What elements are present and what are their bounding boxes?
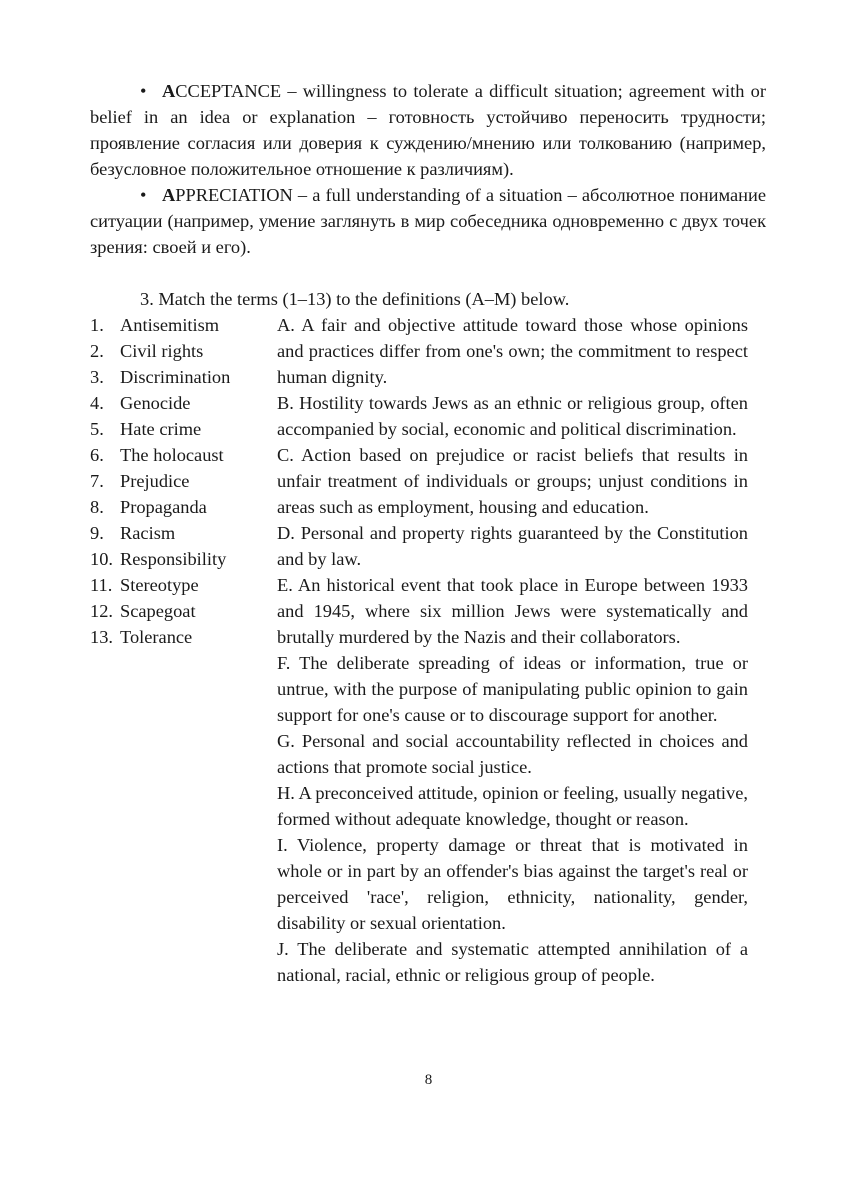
bullet-symbol: •: [140, 185, 147, 205]
term-label: Civil rights: [120, 341, 204, 361]
bullet-symbol: •: [140, 81, 147, 101]
term-label: Hate crime: [120, 419, 202, 439]
bullet-text: CCEPTANCE – willingness to tolerate a difficult situation; agreement with or belief in an idea or explanation – готовность устойчиво переносить трудности; проявление согласия или доверия к суждению/мнению или толкованию (например, безусловное положительное отношение к различиям).: [90, 81, 766, 179]
definition-a: A. A fair and objective attitude toward those whose opinions and practices differ from one's own; the commitment to respect human dignity.: [277, 315, 748, 387]
term-number: 9.: [90, 523, 104, 543]
bullet-appreciation: [90, 182, 766, 260]
term-item: [90, 598, 270, 624]
definition-f: F. The deliberate spreading of ideas or information, true or untrue, with the purpose of manipulating public opinion to gain support for one's cause or to discourage support for another.: [277, 653, 748, 725]
term-label: Tolerance: [120, 627, 193, 647]
definition-b: B. Hostility towards Jews as an ethnic or religious group, often accompanied by social, economic and political discrimination.: [277, 393, 748, 439]
bullet-text: PPRECIATION – a full understanding of a situation – абсолютное понимание ситуации (например, умение заглянуть в мир собеседника одновременно с двух точек зрения: своей и его).: [90, 185, 766, 257]
term-label: The holocaust: [120, 445, 224, 465]
term-number: 12.: [90, 601, 113, 621]
term-item: [90, 572, 270, 598]
term-item: [90, 416, 270, 442]
term-number: 6.: [90, 445, 104, 465]
term-label: Racism: [120, 523, 176, 543]
term-label: Genocide: [120, 393, 191, 413]
definition-e: E. An historical event that took place in Europe between 1933 and 1945, where six million Jews were systematically and brutally murdered by the Nazis and their collaborators.: [277, 575, 748, 647]
term-number: 4.: [90, 393, 104, 413]
term-number: 7.: [90, 471, 104, 491]
term-label: Discrimination: [120, 367, 231, 387]
definition-i: I. Violence, property damage or threat that is motivated in whole or in part by an offender's bias against the target's real or perceived 'race', religion, ethnicity, nationality, gender, disability or sexual orientation.: [277, 835, 748, 933]
term-item: [90, 494, 270, 520]
definition-j: J. The deliberate and systematic attempted annihilation of a national, racial, ethnic or religious group of people.: [277, 939, 748, 985]
term-item: [90, 312, 270, 338]
term-item: [90, 546, 270, 572]
definition-c: C. Action based on prejudice or racist beliefs that results in unfair treatment of individuals or groups; unjust conditions in areas such as employment, housing and education.: [277, 445, 748, 517]
term-number: 13.: [90, 627, 113, 647]
term-item: [90, 364, 270, 390]
definition-h: H. A preconceived attitude, opinion or feeling, usually negative, formed without adequate knowledge, thought or reason.: [277, 783, 748, 829]
bullet-acceptance: [90, 78, 766, 182]
term-initial: A: [162, 185, 176, 205]
term-item: [90, 520, 270, 546]
term-number: 10.: [90, 549, 113, 569]
term-item: [90, 338, 270, 364]
term-item: [90, 468, 270, 494]
task-heading: 3. Match the terms (1–13) to the definitions (A–M) below.: [140, 289, 570, 309]
page-number: 8: [424, 1072, 433, 1088]
term-label: Propaganda: [120, 497, 207, 517]
term-label: Responsibility: [120, 549, 227, 569]
term-initial: A: [162, 81, 176, 101]
term-item: [90, 442, 270, 468]
term-label: Prejudice: [120, 471, 190, 491]
term-number: 5.: [90, 419, 104, 439]
term-item: [90, 390, 270, 416]
term-label: Stereotype: [120, 575, 199, 595]
term-number: 2.: [90, 341, 104, 361]
terms-list: [90, 312, 270, 650]
term-item: [90, 624, 270, 650]
definitions-list: [277, 312, 748, 988]
term-label: Antisemitism: [120, 315, 220, 335]
term-number: 11.: [90, 575, 113, 595]
definition-g: G. Personal and social accountability reflected in choices and actions that promote social justice.: [277, 731, 748, 777]
definition-d: D. Personal and property rights guaranteed by the Constitution and by law.: [277, 523, 748, 569]
term-number: 1.: [90, 315, 104, 335]
term-label: Scapegoat: [120, 601, 196, 621]
term-number: 8.: [90, 497, 104, 517]
term-number: 3.: [90, 367, 104, 387]
